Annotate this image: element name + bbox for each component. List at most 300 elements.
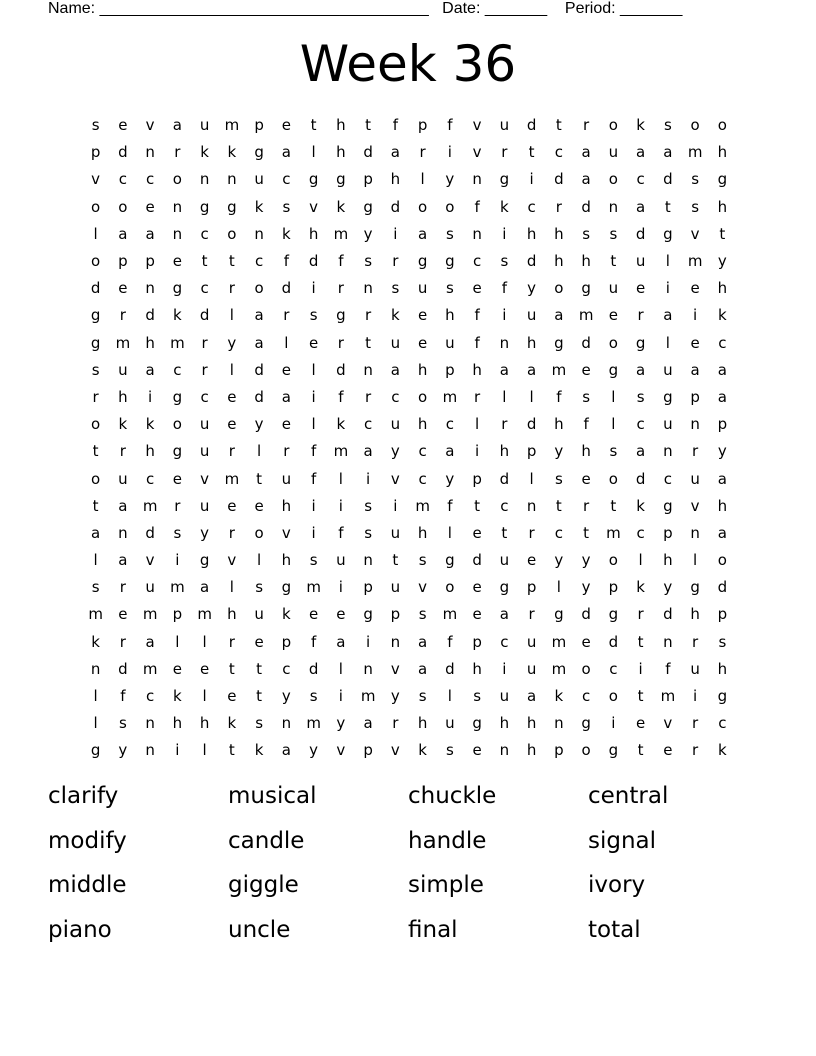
grid-letter: a — [118, 224, 128, 243]
grid-letter: u — [499, 551, 510, 570]
grid-letter: a — [281, 143, 291, 162]
grid-letter: i — [529, 170, 534, 189]
grid-letter: t — [201, 252, 208, 271]
grid-row — [82, 574, 736, 601]
grid-letter: h — [717, 143, 728, 162]
grid-letter: a — [581, 170, 591, 189]
grid-letter: p — [90, 143, 101, 162]
grid-letter: r — [119, 632, 126, 651]
grid-row — [82, 194, 736, 221]
grid-letter: m — [660, 687, 676, 706]
grid-letter: k — [336, 197, 346, 216]
grid-letter: h — [554, 415, 564, 434]
grid-letter: a — [499, 360, 509, 379]
grid-letter: d — [472, 551, 482, 570]
grid-letter: i — [693, 306, 698, 325]
grid-letter: o — [254, 279, 264, 298]
grid-letter: k — [718, 741, 727, 760]
grid-letter: h — [118, 387, 128, 406]
grid-letter: g — [717, 170, 728, 189]
grid-letter: u — [499, 687, 510, 706]
grid-letter: p — [145, 252, 155, 271]
grid-letter: r — [692, 632, 699, 651]
grid-letter: m — [687, 143, 703, 162]
grid-letter: f — [392, 116, 399, 135]
grid-letter: v — [690, 496, 700, 515]
grid-letter: d — [118, 143, 128, 162]
grid-letter: n — [145, 143, 155, 162]
grid-letter: g — [472, 714, 482, 733]
grid-letter: c — [418, 469, 427, 488]
grid-row — [82, 656, 736, 683]
grid-row — [82, 330, 736, 357]
grid-letter: a — [390, 360, 400, 379]
grid-letter: c — [364, 415, 373, 434]
grid-letter: m — [687, 252, 703, 271]
grid-letter: l — [447, 687, 452, 706]
grid-letter: e — [281, 360, 291, 379]
grid-letter: r — [365, 306, 372, 325]
grid-letter: g — [554, 333, 564, 352]
grid-letter: y — [390, 687, 400, 706]
grid-letter: u — [254, 605, 264, 624]
grid-row — [82, 710, 736, 737]
grid-letter: t — [528, 143, 535, 162]
grid-letter: d — [526, 116, 537, 135]
grid-letter: k — [636, 496, 645, 515]
grid-letter: g — [581, 714, 591, 733]
grid-letter: c — [609, 659, 618, 678]
grid-letter: f — [474, 333, 480, 352]
grid-letter: s — [91, 116, 100, 135]
grid-letter: o — [445, 197, 455, 216]
grid-letter: l — [665, 333, 670, 352]
grid-letter: s — [418, 605, 427, 624]
grid-letter: f — [338, 252, 344, 271]
grid-letter: h — [308, 224, 319, 243]
grid-letter: m — [142, 496, 158, 515]
grid-letter: f — [474, 197, 480, 216]
grid-letter: k — [418, 741, 427, 760]
grid-letter: a — [363, 442, 373, 461]
grid-letter: l — [447, 523, 452, 542]
grid-letter: r — [228, 279, 235, 298]
grid-letter: a — [445, 442, 455, 461]
grid-letter: p — [363, 741, 373, 760]
grid-letter: y — [527, 279, 537, 298]
grid-letter: d — [663, 170, 673, 189]
grid-letter: u — [199, 496, 210, 515]
grid-letter: c — [255, 252, 264, 271]
grid-letter: e — [581, 469, 591, 488]
grid-letter: f — [583, 415, 589, 434]
grid-letter: o — [118, 197, 128, 216]
grid-letter: m — [578, 306, 594, 325]
grid-letter: n — [608, 197, 619, 216]
grid-letter: s — [255, 578, 264, 597]
grid-letter: e — [172, 659, 182, 678]
grid-letter: h — [417, 714, 428, 733]
grid-letter: k — [282, 605, 291, 624]
grid-letter: e — [254, 496, 264, 515]
grid-letter: e — [227, 687, 237, 706]
grid-letter: c — [636, 170, 645, 189]
grid-letter: h — [663, 551, 673, 570]
grid-letter: m — [170, 578, 185, 597]
grid-letter: r — [228, 523, 235, 542]
grid-letter: g — [199, 551, 210, 570]
grid-letter: o — [418, 197, 428, 216]
grid-letter: f — [283, 252, 290, 271]
grid-letter: g — [227, 197, 237, 216]
grid-letter: t — [637, 632, 644, 651]
grid-letter: l — [93, 224, 98, 243]
grid-letter: n — [690, 415, 700, 434]
grid-letter: s — [445, 741, 454, 760]
grid-letter: v — [472, 116, 482, 135]
grid-row — [82, 493, 736, 520]
grid-letter: a — [281, 387, 291, 406]
grid-letter: n — [499, 741, 510, 760]
grid-letter: t — [719, 224, 726, 243]
grid-letter: u — [417, 279, 428, 298]
grid-letter: c — [527, 197, 536, 216]
grid-letter: t — [310, 116, 317, 135]
grid-letter: h — [336, 143, 346, 162]
grid-letter: h — [472, 360, 482, 379]
grid-letter: p — [554, 741, 564, 760]
grid-letter: s — [554, 469, 563, 488]
grid-letter: o — [717, 116, 727, 135]
grid-letter: i — [175, 741, 180, 760]
grid-letter: f — [447, 632, 453, 651]
grid-letter: r — [637, 306, 644, 325]
grid-letter: g — [608, 741, 619, 760]
grid-letter: l — [665, 252, 670, 271]
grid-letter: r — [365, 387, 372, 406]
grid-letter: e — [172, 252, 182, 271]
grid-letter: h — [417, 415, 428, 434]
grid-letter: s — [609, 224, 618, 243]
grid-letter: m — [551, 659, 567, 678]
grid-letter: s — [364, 252, 373, 271]
grid-letter: l — [475, 415, 480, 434]
grid-letter: l — [420, 170, 425, 189]
grid-letter: n — [472, 170, 482, 189]
grid-letter: l — [93, 687, 98, 706]
grid-letter: o — [581, 741, 591, 760]
grid-letter: h — [281, 551, 292, 570]
grid-letter: s — [500, 252, 509, 271]
grid-letter: r — [692, 714, 699, 733]
grid-letter: r — [392, 252, 399, 271]
grid-letter: v — [227, 551, 237, 570]
grid-letter: o — [608, 687, 618, 706]
grid-letter: a — [145, 360, 155, 379]
grid-letter: o — [172, 170, 182, 189]
grid-letter: m — [551, 632, 567, 651]
grid-letter: n — [690, 523, 700, 542]
grid-letter: o — [91, 252, 101, 271]
grid-letter: m — [551, 360, 567, 379]
grid-letter: l — [338, 469, 343, 488]
grid-letter: t — [365, 116, 372, 135]
grid-letter: l — [93, 714, 98, 733]
grid-letter: d — [336, 360, 346, 379]
grid-letter: g — [363, 197, 373, 216]
grid-letter: d — [635, 469, 646, 488]
grid-letter: t — [474, 496, 481, 515]
grid-row — [82, 411, 736, 438]
grid-row — [82, 248, 736, 275]
grid-letter: v — [309, 197, 319, 216]
grid-letter: c — [282, 659, 291, 678]
grid-letter: a — [254, 333, 264, 352]
grid-letter: k — [282, 224, 291, 243]
grid-letter: p — [608, 578, 619, 597]
grid-letter: d — [90, 279, 101, 298]
grid-letter: r — [501, 143, 508, 162]
grid-letter: u — [254, 170, 264, 189]
grid-letter: v — [390, 741, 400, 760]
grid-letter: e — [690, 333, 700, 352]
grid-letter: d — [445, 659, 455, 678]
grid-letter: d — [281, 279, 292, 298]
grid-letter: k — [173, 687, 182, 706]
grid-letter: u — [199, 442, 210, 461]
grid-letter: i — [393, 496, 398, 515]
grid-letter: r — [419, 143, 426, 162]
grid-letter: k — [145, 415, 155, 434]
grid-letter: c — [500, 496, 509, 515]
grid-letter: g — [608, 360, 619, 379]
word-bank-item: musical — [228, 783, 317, 809]
grid-letter: l — [284, 333, 289, 352]
grid-letter: a — [390, 143, 400, 162]
grid-letter: a — [418, 224, 428, 243]
grid-letter: g — [554, 605, 564, 624]
grid-letter: y — [118, 741, 128, 760]
grid-letter: a — [663, 306, 673, 325]
grid-letter: e — [581, 632, 591, 651]
grid-letter: d — [118, 659, 128, 678]
grid-letter: i — [311, 523, 316, 542]
grid-letter: m — [88, 605, 103, 624]
grid-letter: a — [499, 605, 509, 624]
grid-letter: r — [392, 714, 399, 733]
grid-row — [82, 438, 736, 465]
grid-letter: r — [528, 605, 535, 624]
grid-letter: e — [227, 387, 237, 406]
grid-letter: m — [442, 387, 458, 406]
word-search-grid — [82, 112, 736, 765]
grid-letter: t — [256, 659, 263, 678]
grid-letter: c — [200, 279, 209, 298]
grid-letter: i — [148, 387, 153, 406]
grid-letter: u — [526, 632, 537, 651]
grid-letter: g — [336, 170, 346, 189]
grid-letter: s — [691, 197, 700, 216]
grid-letter: a — [281, 741, 291, 760]
grid-letter: d — [145, 306, 155, 325]
grid-letter: s — [309, 306, 318, 325]
grid-letter: c — [282, 170, 291, 189]
grid-letter: e — [472, 578, 482, 597]
grid-letter: r — [283, 306, 290, 325]
grid-letter: r — [201, 333, 208, 352]
grid-letter: l — [202, 741, 207, 760]
grid-letter: s — [636, 387, 645, 406]
grid-letter: p — [472, 469, 482, 488]
grid-letter: l — [93, 551, 98, 570]
word-bank-item: simple — [408, 872, 484, 898]
grid-letter: v — [281, 523, 291, 542]
grid-letter: h — [526, 333, 537, 352]
word-bank-item: candle — [228, 827, 305, 854]
grid-letter: a — [418, 659, 428, 678]
grid-letter: a — [581, 143, 591, 162]
grid-letter: t — [583, 523, 590, 542]
grid-letter: a — [554, 306, 564, 325]
grid-letter: t — [228, 741, 235, 760]
grid-letter: n — [363, 659, 373, 678]
grid-letter: u — [690, 659, 700, 678]
grid-letter: e — [663, 741, 673, 760]
grid-letter: e — [281, 116, 291, 135]
grid-letter: e — [118, 279, 128, 298]
grid-letter: h — [417, 360, 428, 379]
grid-letter: t — [92, 496, 99, 515]
grid-letter: a — [118, 496, 128, 515]
word-bank-item: giggle — [228, 872, 299, 898]
grid-letter: y — [363, 224, 373, 243]
grid-letter: y — [227, 333, 237, 352]
grid-letter: s — [473, 687, 482, 706]
grid-row — [82, 384, 736, 411]
grid-letter: i — [502, 659, 507, 678]
grid-letter: a — [254, 306, 264, 325]
grid-letter: l — [175, 632, 180, 651]
grid-letter: c — [718, 714, 727, 733]
grid-letter: c — [173, 360, 182, 379]
grid-letter: o — [254, 523, 264, 542]
grid-letter: e — [418, 333, 428, 352]
grid-letter: t — [92, 442, 99, 461]
grid-letter: s — [418, 551, 427, 570]
grid-letter: v — [390, 469, 400, 488]
grid-letter: r — [283, 442, 290, 461]
grid-letter: a — [717, 523, 727, 542]
grid-letter: r — [228, 442, 235, 461]
grid-letter: m — [333, 224, 349, 243]
grid-letter: s — [691, 170, 700, 189]
grid-letter: p — [472, 632, 482, 651]
grid-letter: k — [336, 415, 346, 434]
grid-row — [82, 139, 736, 166]
grid-letter: g — [336, 306, 346, 325]
word-bank-item: modify — [48, 827, 127, 854]
grid-letter: p — [663, 523, 673, 542]
grid-letter: g — [90, 333, 101, 352]
grid-letter: s — [391, 279, 400, 298]
grid-letter: a — [690, 360, 700, 379]
grid-letter: m — [170, 333, 185, 352]
grid-letter: c — [636, 415, 645, 434]
word-bank — [48, 776, 768, 954]
grid-letter: n — [554, 714, 564, 733]
grid-letter: f — [474, 306, 480, 325]
grid-letter: h — [717, 659, 728, 678]
grid-letter: h — [199, 714, 210, 733]
grid-letter: l — [556, 578, 561, 597]
grid-letter: c — [582, 687, 591, 706]
grid-letter: v — [390, 659, 400, 678]
grid-letter: o — [690, 116, 700, 135]
grid-letter: l — [257, 551, 262, 570]
grid-letter: c — [500, 632, 509, 651]
grid-letter: m — [606, 523, 621, 542]
grid-letter: s — [663, 116, 672, 135]
grid-letter: g — [635, 333, 646, 352]
grid-letter: g — [499, 578, 510, 597]
grid-letter: n — [390, 632, 401, 651]
grid-letter: r — [337, 279, 344, 298]
grid-letter: a — [91, 523, 101, 542]
grid-letter: u — [608, 143, 619, 162]
grid-letter: t — [228, 252, 235, 271]
grid-letter: r — [501, 415, 508, 434]
grid-letter: u — [499, 116, 510, 135]
grid-letter: d — [526, 252, 537, 271]
grid-letter: i — [366, 469, 371, 488]
grid-letter: i — [502, 224, 507, 243]
grid-letter: a — [636, 143, 646, 162]
grid-letter: t — [228, 659, 235, 678]
grid-letter: u — [390, 415, 401, 434]
grid-letter: s — [718, 632, 727, 651]
grid-letter: l — [311, 360, 316, 379]
grid-letter: f — [310, 469, 317, 488]
grid-letter: u — [663, 360, 673, 379]
grid-letter: y — [336, 714, 346, 733]
grid-letter: y — [390, 442, 400, 461]
grid-letter: k — [118, 415, 128, 434]
grid-letter: y — [717, 252, 727, 271]
grid-letter: s — [445, 279, 454, 298]
grid-letter: i — [665, 279, 670, 298]
word-bank-item: final — [408, 916, 458, 943]
grid-letter: e — [309, 605, 319, 624]
word-bank-item: uncle — [228, 916, 291, 943]
grid-letter: i — [338, 687, 343, 706]
grid-letter: t — [256, 469, 263, 488]
grid-letter: o — [227, 224, 237, 243]
grid-letter: r — [337, 333, 344, 352]
grid-letter: v — [200, 469, 210, 488]
grid-letter: k — [391, 306, 400, 325]
grid-letter: a — [118, 551, 128, 570]
grid-letter: c — [146, 469, 155, 488]
grid-letter: a — [418, 632, 428, 651]
grid-letter: d — [308, 252, 319, 271]
grid-letter: c — [718, 333, 727, 352]
grid-letter: e — [118, 116, 128, 135]
grid-letter: a — [527, 687, 537, 706]
grid-letter: g — [90, 306, 101, 325]
grid-letter: a — [336, 632, 346, 651]
grid-letter: n — [199, 170, 210, 189]
grid-letter: h — [554, 224, 564, 243]
